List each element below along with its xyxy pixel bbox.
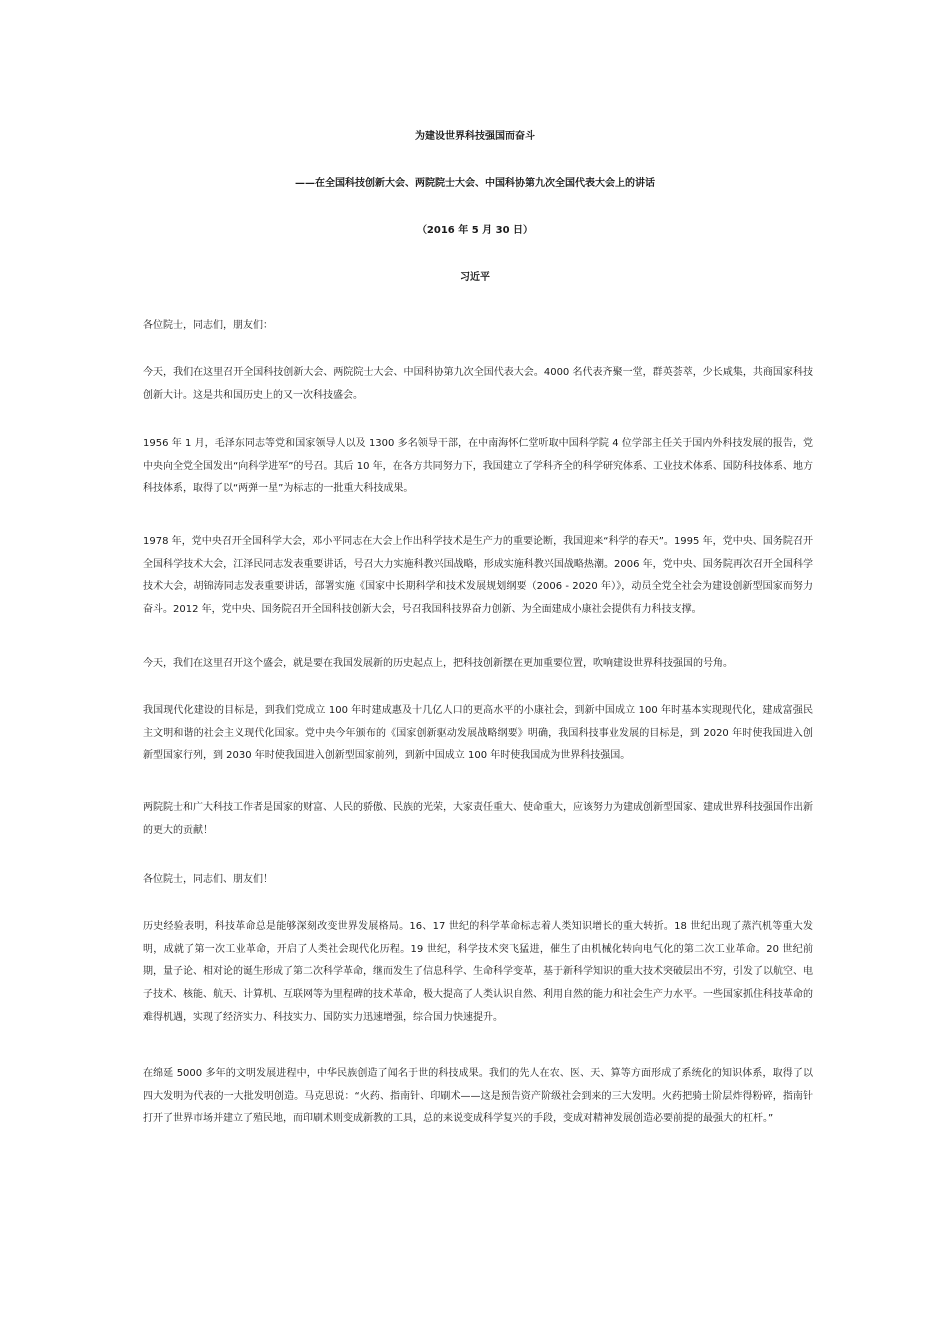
paragraph: 今天，我们在这里召开这个盛会，就是要在我国发展新的历史起点上，把科技创新摆在更加重要位置，吹响建设世界科技强国的号角。 bbox=[143, 658, 733, 669]
paragraph: 我国现代化建设的目标是，到我们党成立 100 年时建成惠及十几亿人口的更高水平的小康社会，到新中国成立 100 年时基本实现现代化，建成富强民主文明和谐的社会主义现代化国家。党中央今年颁布的《国家创新驱动发展战略纲要》明确，我国科技事业发展的目标是，到 2020 年时使我国进入创新型国家行列，到 2030 年时使我国进入创新型国家前列，到新中国成立 100 年时使我国成为世界科技强国。 bbox=[143, 705, 813, 762]
paragraph: 在绵延 5000 多年的文明发展进程中，中华民族创造了闻名于世的科技成果。我们的先人在农、医、天、算等方面形成了系统化的知识体系，取得了以四大发明为代表的一大批发明创造。马克思说：“火药、指南针、印刷术——这是预告资产阶级社会到来的三大发明。火药把骑士阶层炸得粉碎，指南针打开了世界市场并建立了殖民地，而印刷术则变成新教的工具，总的来说变成科学复兴的手段，变成对精神发展创造必要前提的最强大的杠杆。” bbox=[143, 1068, 813, 1125]
paragraph: 两院院士和广大科技工作者是国家的财富、人民的骄傲、民族的光荣，大家责任重大、使命重大，应该努力为建成创新型国家、建成世界科技强国作出新的更大的贡献！ bbox=[143, 802, 813, 836]
document-subtitle: ——在全国科技创新大会、两院院士大会、中国科协第九次全国代表大会上的讲话 bbox=[295, 178, 655, 189]
paragraph: 今天，我们在这里召开全国科技创新大会、两院院士大会、中国科协第九次全国代表大会。4000 名代表齐聚一堂，群英荟萃，少长咸集，共商国家科技创新大计。这是共和国历史上的又一次科技盛会。 bbox=[143, 367, 813, 401]
paragraph: 1956 年 1 月，毛泽东同志等党和国家领导人以及 1300 多名领导干部，在中南海怀仁堂听取中国科学院 4 位学部主任关于国内外科技发展的报告，党中央向全党全国发出“向科学进军”的号召。其后 10 年，在各方共同努力下，我国建立了学科齐全的科学研究体系、工业技术体系、国防科技体系、地方科技体系，取得了以“两弹一星”为标志的一批重大科技成果。 bbox=[143, 438, 813, 495]
paragraph: 历史经验表明，科技革命总是能够深刻改变世界发展格局。16、17 世纪的科学革命标志着人类知识增长的重大转折。18 世纪出现了蒸汽机等重大发明，成就了第一次工业革命，开启了人类社会现代化历程。19 世纪，科学技术突飞猛进，催生了由机械化转向电气化的第二次工业革命。20 世纪前期，量子论、相对论的诞生形成了第二次科学革命，继而发生了信息科学、生命科学变革，基于新科学知识的重大技术突破层出不穷，引发了以航空、电子技术、核能、航天、计算机、互联网等为里程碑的技术革命，极大提高了人类认识自然、利用自然的能力和社会生产力水平。一些国家抓住科技革命的难得机遇，实现了经济实力、科技实力、国防实力迅速增强，综合国力快速提升。 bbox=[143, 921, 813, 1023]
paragraph-salutation: 各位院士，同志们，朋友们： bbox=[143, 320, 273, 331]
document-date: （2016 年 5 月 30 日） bbox=[416, 225, 534, 236]
document-author: 习近平 bbox=[460, 272, 490, 283]
document-title: 为建设世界科技强国而奋斗 bbox=[415, 131, 535, 142]
paragraph: 1978 年，党中央召开全国科学大会，邓小平同志在大会上作出科学技术是生产力的重要论断，我国迎来“科学的春天”。1995 年，党中央、国务院召开全国科学技术大会，江泽民同志发表重要讲话，号召大力实施科教兴国战略，形成实施科教兴国战略热潮。2006 年，党中央、国务院再次召开全国科学技术大会，胡锦涛同志发表重要讲话，部署实施《国家中长期科学和技术发展规划纲要（2006 - 2020 年）》，动员全党全社会为建设创新型国家而努力奋斗。2012 年，党中央、国务院召开全国科技创新大会，号召我国科技界奋力创新、为全面建成小康社会提供有力科技支撑。 bbox=[143, 536, 813, 616]
paragraph-salutation: 各位院士，同志们、朋友们！ bbox=[143, 874, 273, 885]
